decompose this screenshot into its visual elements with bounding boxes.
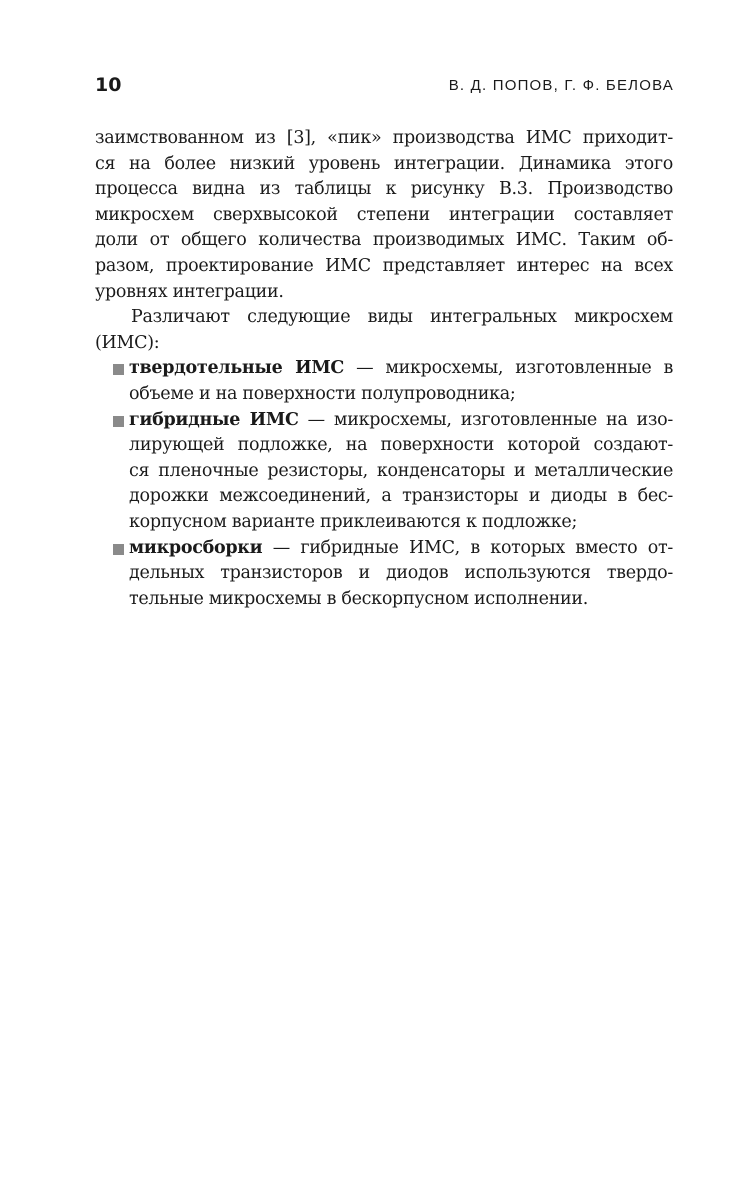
page-header [95, 72, 674, 100]
paragraph [95, 305, 673, 356]
term-bold: твердотельные ИМС [129, 358, 345, 379]
text-line: процесса видна из таблицы к рисунку В.3. Производство [95, 179, 673, 200]
text-line: корпусном варианте приклеиваются к подложке; [129, 511, 578, 532]
square-bullet-icon [113, 544, 124, 555]
text-line: разом, проектирование ИМС представляет интерес на всех [95, 255, 673, 276]
text-line: лирующей подложке, на поверхности которой создают- [129, 435, 673, 456]
text-line: микросхем сверхвысокой степени интеграции составляет [95, 204, 673, 225]
definition-text: — микросхемы, изготовленные на изо- [298, 409, 673, 430]
text-line: уровнях интеграции. [95, 281, 284, 302]
page-number: 10 [95, 74, 122, 96]
square-bullet-icon [113, 416, 124, 427]
page-body [95, 126, 673, 612]
text-line: дельных транзисторов и диодов используются твердо- [129, 563, 673, 584]
text-line [129, 536, 673, 562]
list-item [95, 536, 673, 613]
text-line: дорожки межсоединений, а транзисторы и диоды в бес- [129, 486, 673, 507]
list-item [95, 356, 673, 407]
bullet-list [95, 356, 673, 612]
text-line: ся пленочные резисторы, конденсаторы и металлические [129, 460, 673, 481]
text-line [129, 408, 673, 434]
text-line: ся на более низкий уровень интеграции. Динамика этого [95, 153, 673, 174]
text-line [129, 356, 673, 382]
definition-text: — гибридные ИМС, в которых вместо от- [262, 537, 673, 558]
text-line: заимствованном из [3], «пик» производства ИМС приходит- [95, 128, 673, 148]
text-line: доли от общего количества производимых ИМС. Таким об- [95, 230, 673, 251]
paragraph [95, 126, 673, 305]
list-item [95, 408, 673, 536]
square-bullet-icon [113, 364, 124, 375]
term-bold: микросборки [129, 537, 263, 558]
text-line: тельные микросхемы в бескорпусном исполнении. [129, 588, 589, 609]
text-line: объеме и на поверхности полупроводника; [129, 383, 516, 404]
term-bold: гибридные ИМС [129, 409, 299, 430]
text-line: Различают следующие виды интегральных микросхем [131, 307, 673, 328]
text-line: (ИМС): [95, 332, 160, 353]
definition-text: — микросхемы, изготовленные в [344, 358, 673, 379]
running-head-authors: В. Д. ПОПОВ, Г. Ф. БЕЛОВА [448, 77, 674, 94]
